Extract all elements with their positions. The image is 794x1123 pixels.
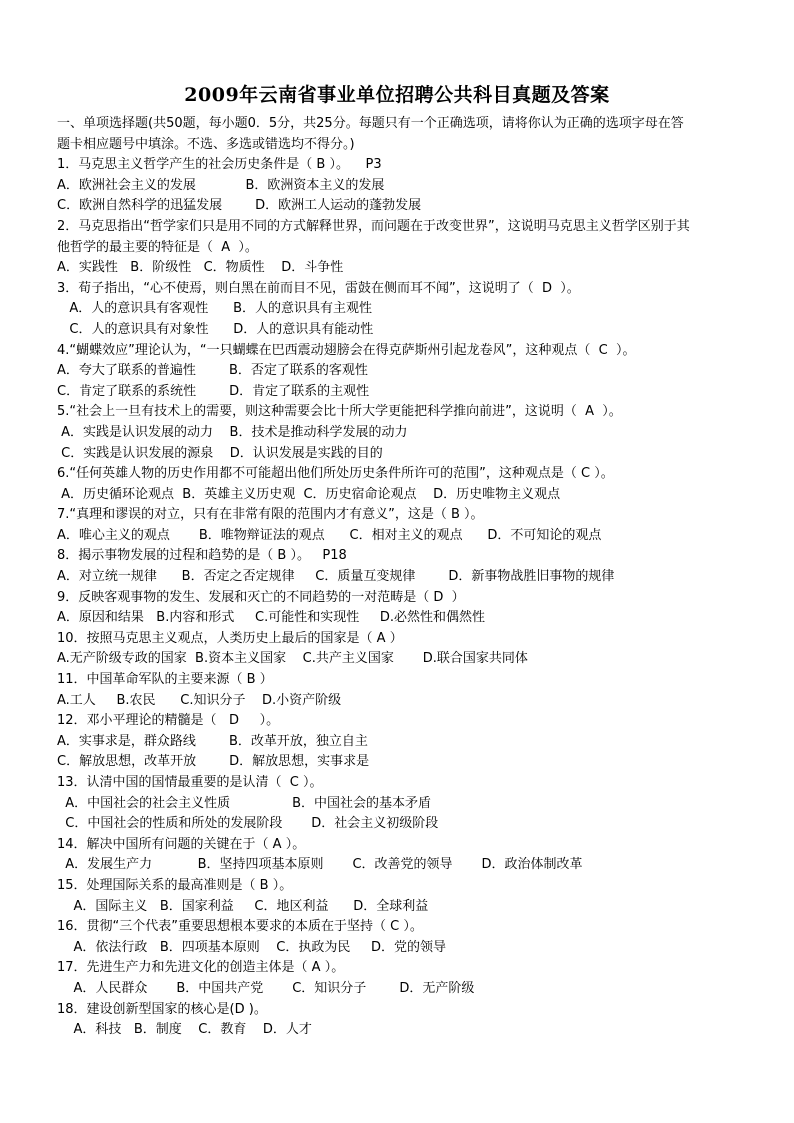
text-line: 9．反映客观事物的发生、发展和灭亡的不同趋势的一对范畴是（ D ）: [57, 589, 465, 605]
text-line: 一、单项选择题(共50题，每小题0．5分，共25分。每题只有一个正确选项，请将你认为正确的选项字母在答: [57, 116, 684, 131]
text-line: C．人的意识具有对象性 D．人的意识具有能动性: [57, 321, 374, 337]
text-line: A．中国社会的社会主义性质 B．中国社会的基本矛盾: [57, 795, 432, 811]
text-line: A．人民群众 B．中国共产党 C．知识分子 D．无产阶级: [57, 980, 475, 996]
text-line: 1．马克思主义哲学产生的社会历史条件是（ B ）。 P3: [57, 157, 382, 173]
text-line: 10．按照马克思主义观点，人类历史上最后的国家是（ A ）: [57, 630, 403, 646]
text-line: 12．邓小平理论的精髓是（ D ）。: [57, 713, 280, 729]
text-line: A．依法行政 B．四项基本原则 C．执政为民 D．党的领导: [57, 939, 447, 955]
text-line: 18．建设创新型国家的核心是(D )。: [57, 1001, 267, 1017]
text-line: 他哲学的最主要的特征是（ A ）。: [57, 239, 258, 255]
text-line: A.工人 B.农民 C.知识分子 D.小资产阶级: [57, 692, 342, 708]
text-line: C．欧洲自然科学的迅猛发展 D．欧洲工人运动的蓬勃发展: [57, 198, 422, 214]
text-line: 17．先进生产力和先进文化的创造主体是（ A ）。: [57, 960, 345, 976]
text-line: 题卡相应题号中填涂。不选、多选或错选均不得分。): [57, 136, 355, 152]
text-line: 6.“任何英雄人物的历史作用都不可能超出他们所处历史条件所许可的范围”，这种观点是（ C ）。: [57, 466, 614, 482]
text-line: C．肯定了联系的系统性 D．肯定了联系的主观性: [57, 383, 370, 399]
text-line: A．人的意识具有客观性 B．人的意识具有主观性: [57, 301, 373, 317]
text-line: 3．荀子指出，“心不使焉，则白黑在前而目不见，雷鼓在侧而耳不闻”，这说明了（ D ）。: [57, 280, 580, 296]
text-line: C．解放思想，改革开放 D．解放思想，实事求是: [57, 754, 370, 770]
text-line: A．对立统一规律 B．否定之否定规律 C．质量互变规律 D．新事物战胜旧事物的规律: [57, 569, 615, 585]
text-line: 8．揭示事物发展的过程和趋势的是（ B ）。 P18: [57, 548, 347, 564]
text-line: 5.“社会上一旦有技术上的需要，则这种需要会比十所大学更能把科学推向前进”，这说明（ A ）。: [57, 404, 622, 420]
text-line: 13．认清中国的国情最重要的是认清（ C ）。: [57, 775, 323, 790]
text-line: C．实践是认识发展的源泉 D．认识发展是实践的目的: [57, 445, 383, 461]
text-line: A．唯心主义的观点 B．唯物辩证法的观点 C．相对主义的观点 D．不可知论的观点: [57, 527, 602, 543]
text-line: A．夸大了联系的普遍性 B．否定了联系的客观性: [57, 363, 368, 379]
text-line: 11．中国革命军队的主要来源（ B ）: [57, 672, 273, 688]
text-line: A．发展生产力 B．坚持四项基本原则 C．改善党的领导 D．政治体制改革: [57, 857, 583, 873]
text-line: 7.“真理和谬误的对立，只有在非常有限的范围内才有意义”，这是（ B ）。: [57, 507, 484, 523]
text-line: A．实践性 B．阶级性 C．物质性 D．斗争性: [57, 260, 344, 276]
text-line: 14．解决中国所有问题的关键在于（ A ）。: [57, 836, 306, 852]
text-line: C．中国社会的性质和所处的发展阶段 D．社会主义初级阶段: [57, 816, 439, 832]
text-line: 4.“蝴蝶效应”理论认为，“一只蝴蝶在巴西震动翅膀会在得克萨斯州引起龙卷风”，这种观点（ C ）。: [57, 342, 636, 358]
text-line: A．实事求是，群众路线 B．改革开放，独立自主: [57, 733, 368, 749]
text-line: A.无产阶级专政的国家 B.资本主义国家 C.共产主义国家 D.联合国家共同体: [57, 651, 528, 667]
text-line: A．科技 B．制度 C．教育 D．人才: [57, 1022, 312, 1038]
text-line: A．实践是认识发展的动力 B．技术是推动科学发展的动力: [57, 424, 408, 440]
question-list: [57, 114, 747, 1041]
page-title: 2009年云南省事业单位招聘公共科目真题及答案: [184, 84, 610, 106]
text-line: A．国际主义 B．国家利益 C．地区利益 D．全球利益: [57, 898, 429, 914]
text-line: A．原因和结果 B.内容和形式 C.可能性和实现性 D.必然性和偶然性: [57, 610, 486, 626]
text-line: 2．马克思指出“哲学家们只是用不同的方式解释世界，而问题在于改变世界”，这说明马克思主义哲学区别于其: [57, 218, 690, 234]
text-line: 16．贯彻“三个代表”重要思想根本要求的本质在于坚持（ C ）。: [57, 919, 423, 935]
text-line: A．历史循环论观点 B．英雄主义历史观 C．历史宿命论观点 D．历史唯物主义观点: [57, 486, 561, 502]
text-line: 15．处理国际关系的最高准则是（ B ）。: [57, 877, 293, 893]
text-line: A．欧洲社会主义的发展 B．欧洲资本主义的发展: [57, 177, 385, 193]
